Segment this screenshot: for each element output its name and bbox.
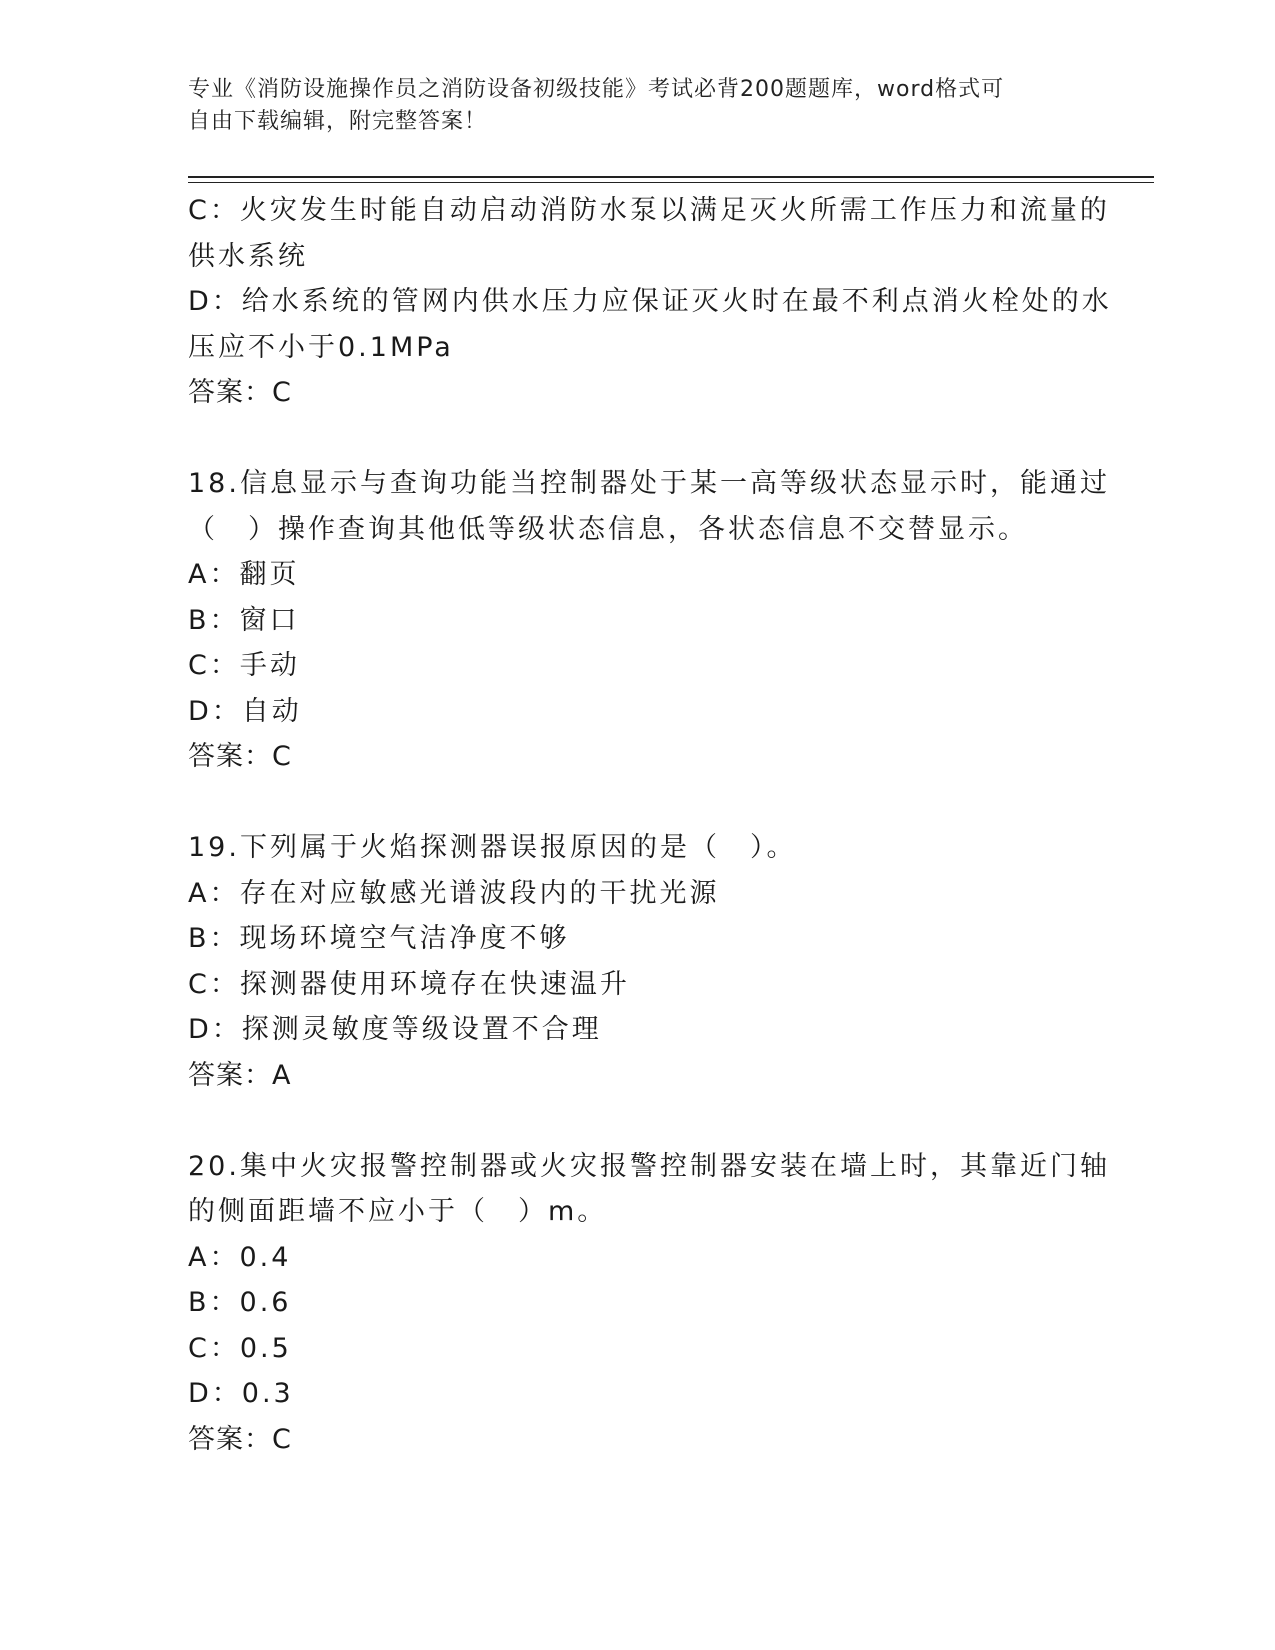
option-c-line-2: 供水系统 (188, 240, 308, 272)
option-b: B：现场环境空气洁净度不够 (188, 923, 570, 954)
question-stem-line-2: 的侧面距墙不应小于（ ）m。 (188, 1196, 608, 1227)
option-b: B：0.6 (188, 1287, 292, 1318)
question-stem-line-2: （ ）操作查询其他低等级状态信息，各状态信息不交替显示。 (188, 513, 1028, 545)
document-header (188, 74, 1088, 138)
option-d-line-2: 压应不小于0.1MPa (188, 331, 454, 363)
question-stem-line-1: 18.信息显示与查询功能当控制器处于某一高等级状态显示时，能通过 (188, 468, 1110, 499)
question-18 (188, 461, 1110, 780)
spacer (188, 416, 1088, 462)
option-c-line-1: C：火灾发生时能自动启动消防水泵以满足灭火所需工作压力和流量的 (188, 195, 1110, 226)
previous-question-block (188, 188, 1112, 416)
answer-label: 答案：C (188, 377, 292, 408)
question-20 (188, 1144, 1110, 1463)
option-b: B：窗口 (188, 604, 300, 636)
spacer (188, 1098, 1088, 1144)
option-d: D：自动 (188, 695, 302, 727)
option-a: A：翻页 (188, 559, 300, 590)
spacer (188, 780, 1088, 826)
option-c: C：手动 (188, 650, 300, 681)
answer-label: 答案：A (188, 1059, 292, 1091)
option-d-line-1: D：给水系统的管网内供水压力应保证灭火时在最不利点消火栓处的水 (188, 286, 1112, 317)
header-divider-thin (188, 182, 1154, 183)
header-title-line-2: 自由下载编辑，附完整答案！ (188, 109, 488, 134)
option-d: D：探测灵敏度等级设置不合理 (188, 1014, 602, 1045)
option-c: C：0.5 (188, 1332, 292, 1364)
header-divider-thick (188, 176, 1154, 178)
option-c: C：探测器使用环境存在快速温升 (188, 968, 630, 1000)
option-d: D：0.3 (188, 1378, 294, 1409)
option-a: A：存在对应敏感光谱波段内的干扰光源 (188, 877, 720, 909)
answer-label: 答案：C (188, 741, 292, 772)
answer-label: 答案：C (188, 1423, 292, 1455)
option-a: A：0.4 (188, 1241, 292, 1273)
question-content (188, 188, 1112, 1462)
question-19 (188, 825, 1088, 1098)
header-title-line-1: 专业《消防设施操作员之消防设备初级技能》考试必背200题题库，word格式可 (188, 77, 1005, 102)
question-stem-line-1: 19.下列属于火焰探测器误报原因的是（ ）。 (188, 832, 797, 863)
question-stem-line-1: 20.集中火灾报警控制器或火灾报警控制器安装在墙上时，其靠近门轴 (188, 1150, 1110, 1182)
